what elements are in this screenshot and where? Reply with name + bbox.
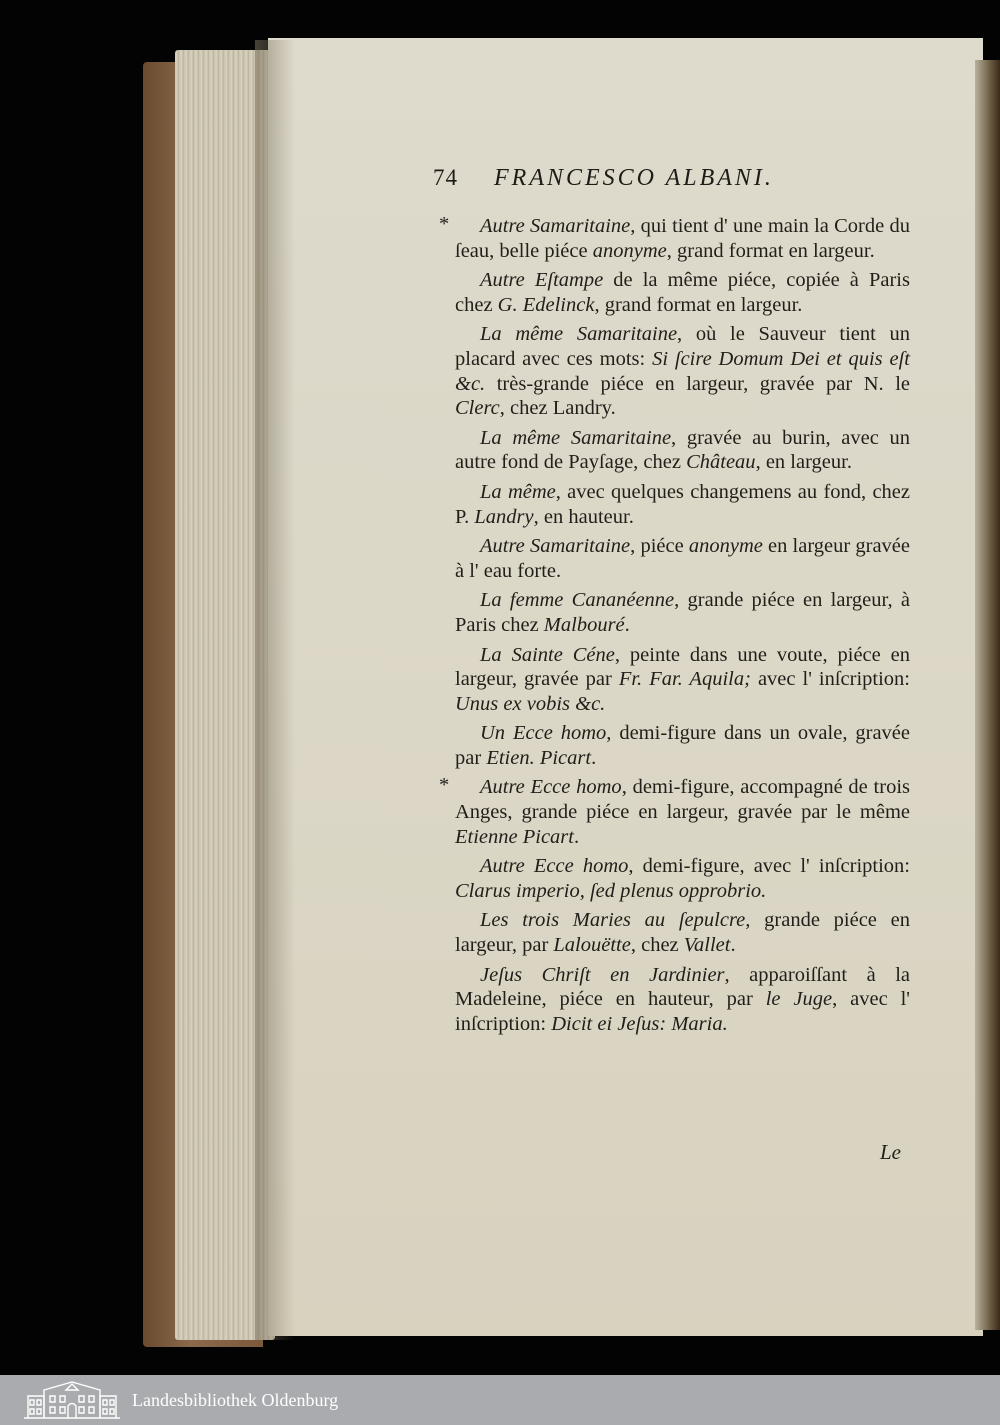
catalogue-entry xyxy=(455,775,910,849)
catalogue-entry xyxy=(455,963,910,1037)
catalogue-entry xyxy=(455,854,910,903)
entry-italic-text: Vallet xyxy=(683,934,731,957)
entry-text: . xyxy=(624,613,630,636)
catchword: Le xyxy=(880,1140,901,1164)
entry-italic-text: La femme Cananéenne xyxy=(480,589,675,612)
entry-text: . xyxy=(730,934,736,957)
entry-italic-text: Autre Ecce homo xyxy=(480,855,629,878)
entry-italic-text: Fr. Far. Aquila; xyxy=(618,668,751,691)
page-right-edge xyxy=(975,60,1000,1330)
entry-italic-text: Autre Samaritaine xyxy=(480,535,631,558)
entry-italic-text: Jeſus Chriſt en Jardinier xyxy=(480,963,725,986)
entry-text: , demi-figure, accompagné de trois Anges, grande piéce en largeur, gravée par le même xyxy=(455,776,910,824)
catalogue-entry xyxy=(455,480,910,529)
catalogue-entry xyxy=(455,268,910,317)
entry-italic-text: La Sainte Céne xyxy=(480,643,615,666)
entry-text: , piéce xyxy=(630,535,689,558)
entry-text: , en largeur. xyxy=(755,451,852,474)
entry-text: . xyxy=(573,825,580,848)
library-building-icon xyxy=(22,1380,122,1420)
entry-italic-text: Les trois Maries au ſepulcre, xyxy=(480,909,751,932)
entry-text: , peinte dans une voute, piéce en largeur, gravée par xyxy=(455,643,911,691)
catalogue-entry xyxy=(455,426,910,475)
entry-italic-text: Autre Samaritaine xyxy=(480,215,631,237)
catalogue-text xyxy=(455,214,910,1041)
entry-italic-text: anonyme xyxy=(688,535,763,558)
entry-text: , grand format en largeur. xyxy=(594,293,803,316)
page-number: 74 xyxy=(433,165,458,190)
spine-shadow xyxy=(255,40,295,1340)
entry-italic-text: G. Edelinck xyxy=(497,293,595,316)
catalogue-entry xyxy=(455,322,910,420)
entry-text: , avec l' inſcription: xyxy=(455,988,910,1035)
entry-text: , qui tient d' une main la Corde du ſeau, belle piéce xyxy=(455,215,910,262)
entry-italic-text: Etien. Picart xyxy=(486,746,592,769)
entry-italic-text: anonyme xyxy=(592,239,667,262)
entry-text: , gravée au burin, avec un autre fond de Payſage, chez xyxy=(455,426,910,474)
entry-text: en largeur gravée à l' eau forte. xyxy=(455,535,910,582)
entry-text: , grande piéce en largeur, à Paris chez xyxy=(455,589,910,636)
catalogue-entry xyxy=(455,908,910,957)
entry-text: , avec quelques changemens au fond, chez P. xyxy=(455,480,910,528)
entry-italic-text: Dicit ei Jeſus: Maria. xyxy=(551,1012,728,1035)
entry-text: , chez Landry. xyxy=(499,397,616,420)
entry-text: . xyxy=(591,746,597,769)
running-title: FRANCESCO ALBANI. xyxy=(494,165,774,191)
entry-text: de la même piéce, copiée à Paris chez xyxy=(455,269,910,316)
entry-italic-text: Landry xyxy=(474,505,534,528)
entry-text: très-grande piéce en largeur, gravée par N. le xyxy=(485,372,910,395)
entry-italic-text: Un Ecce homo xyxy=(480,722,607,745)
entry-text: , en hauteur. xyxy=(533,505,634,528)
entry-italic-text: La même xyxy=(480,480,556,503)
entry-italic-text: Clerc xyxy=(455,397,500,420)
entry-italic-text: Autre Ecce homo xyxy=(480,776,622,799)
entry-text: avec l' inſcription: xyxy=(750,668,911,691)
entry-italic-text: le Juge xyxy=(765,988,833,1011)
entry-italic-text: Clarus imperio, ſed plenus opprobrio. xyxy=(455,879,767,902)
entry-text: , apparoiſſant à la Madeleine, piéce en hauteur, par xyxy=(455,963,910,1011)
library-name: Landesbibliothek Oldenburg xyxy=(132,1389,339,1410)
entry-italic-text: Si ſcire Domum Dei et quis eſt &c. xyxy=(455,347,910,395)
entry-text: , où le Sauveur tient un placard avec ces mots: xyxy=(455,323,910,370)
entry-italic-text: Malbouré xyxy=(543,613,625,636)
entry-italic-text: Autre Eſtampe xyxy=(480,269,604,292)
entry-text: , grand format en largeur. xyxy=(666,239,875,262)
entry-italic-text: La même Samaritaine xyxy=(480,426,672,449)
catalogue-entry xyxy=(455,214,910,263)
catalogue-entry xyxy=(455,643,910,717)
entry-italic-text: Lalouëtte xyxy=(553,934,631,957)
running-header xyxy=(433,165,774,192)
entry-italic-text: La même Samaritaine xyxy=(480,323,678,346)
entry-text: , chez xyxy=(630,934,684,957)
entry-text: , demi-figure dans un ovale, gravée par xyxy=(455,722,910,769)
entry-italic-text: Etienne Picart xyxy=(455,825,574,848)
catalogue-entry xyxy=(455,588,910,637)
entry-text: , demi-figure, avec l' inſcription: xyxy=(628,855,910,878)
catalogue-entry xyxy=(455,534,910,583)
entry-text: grande piéce en largeur, par xyxy=(455,909,911,957)
footer-bar xyxy=(0,1375,1000,1425)
entry-italic-text: Château xyxy=(686,451,756,474)
catalogue-entry xyxy=(455,721,910,770)
entry-italic-text: Unus ex vobis &c. xyxy=(455,692,606,715)
